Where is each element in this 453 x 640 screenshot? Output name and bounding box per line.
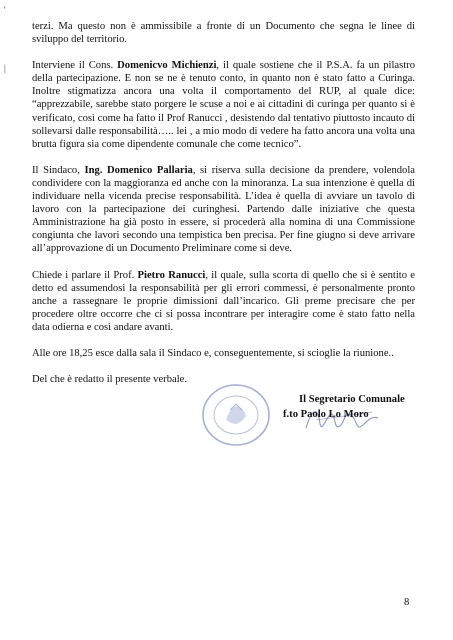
paragraph (32, 347, 415, 360)
paragraph (32, 59, 415, 151)
text-run: terzi. Ma questo non è ammissibile a fronte di un Documento che segna le linee di sviluppo del territorio. (32, 21, 415, 46)
scan-margin-mark: | (4, 63, 6, 73)
page-number: 8 (404, 597, 410, 608)
paragraph (32, 164, 415, 256)
text-run: Interviene il Cons. (32, 60, 118, 72)
paragraph (32, 20, 415, 46)
text-run: Il Sindaco, (32, 164, 85, 176)
signature-block (283, 393, 423, 422)
signatory-name: f.to Paolo Lo Moro (283, 408, 369, 420)
text-run: Chiede i parlare il Prof. (32, 269, 138, 281)
text-run: , il quale, sulla scorta di quello che si è sentito e detto ed assumendosi la responsabilità per gli errori commessi, è personalmente pronto anche a rassegnare le proprie dimissioni dall’incarico. Gli preme precisare che per procedere oltre occorre che ci si possa incontrare per interagire come è stato fatto nella data odierna e così andare avanti. (32, 269, 415, 333)
text-run: Alle ore 18,25 esce dalla sala il Sindaco e, conseguentemente, si scioglie la riunione.. (32, 347, 394, 359)
scan-margin-mark: ' (4, 5, 6, 15)
person-name: Domenicvo Michienzi (117, 60, 217, 72)
person-name: Ing. Domenico Pallaria (84, 164, 193, 176)
text-run: Del che è redatto il presente verbale. (32, 374, 188, 386)
person-name: Pietro Ranucci (137, 269, 206, 281)
document-body (32, 20, 415, 386)
signatory-title: Il Segretario Comunale (299, 394, 405, 405)
paragraph (32, 269, 415, 334)
text-run: , il quale sostiene che il P.S.A. fa un pilastro della partecipazione. E non se ne è tenuto conto, in quanto non è stato fatto a Curinga. Inoltre stigmatizza ancora una volta il comportamento del RUP, al quale dice: “apprezzabile, sarebbe stato porgere le scuse a noi e ai cittadini di curinga per quanto si è verificato, così come ha fatto il Prof Ranucci , desistendo dal tentativo piuttosto incauto di sollevarsi dalle responsabilità….. lei , a mio modo di vedere ha fatto ancora una volta una brutta figura sia come dipendente comunale che come tecnico”. (32, 60, 415, 150)
text-run: , si riserva sulla decisione da prendere, volendola condividere con la maggioranza ed anche con la minoranza. La sua intenzione è quella di individuare nella vicenda precise responsabilità. L’idea è quella di avviare un tavolo di lavoro con la partecipazione dei curinghesi. Partendo dalle iniziative che questa Amministrazione ha già posto in essere, si procederà alla nomina di una Commissione congiunta che lavori secondo una tempistica ben precisa. Per fine giugno si deve arrivare all’approvazione di un Documento Preliminare come si deve. (32, 164, 415, 255)
official-stamp-seal (200, 382, 272, 448)
